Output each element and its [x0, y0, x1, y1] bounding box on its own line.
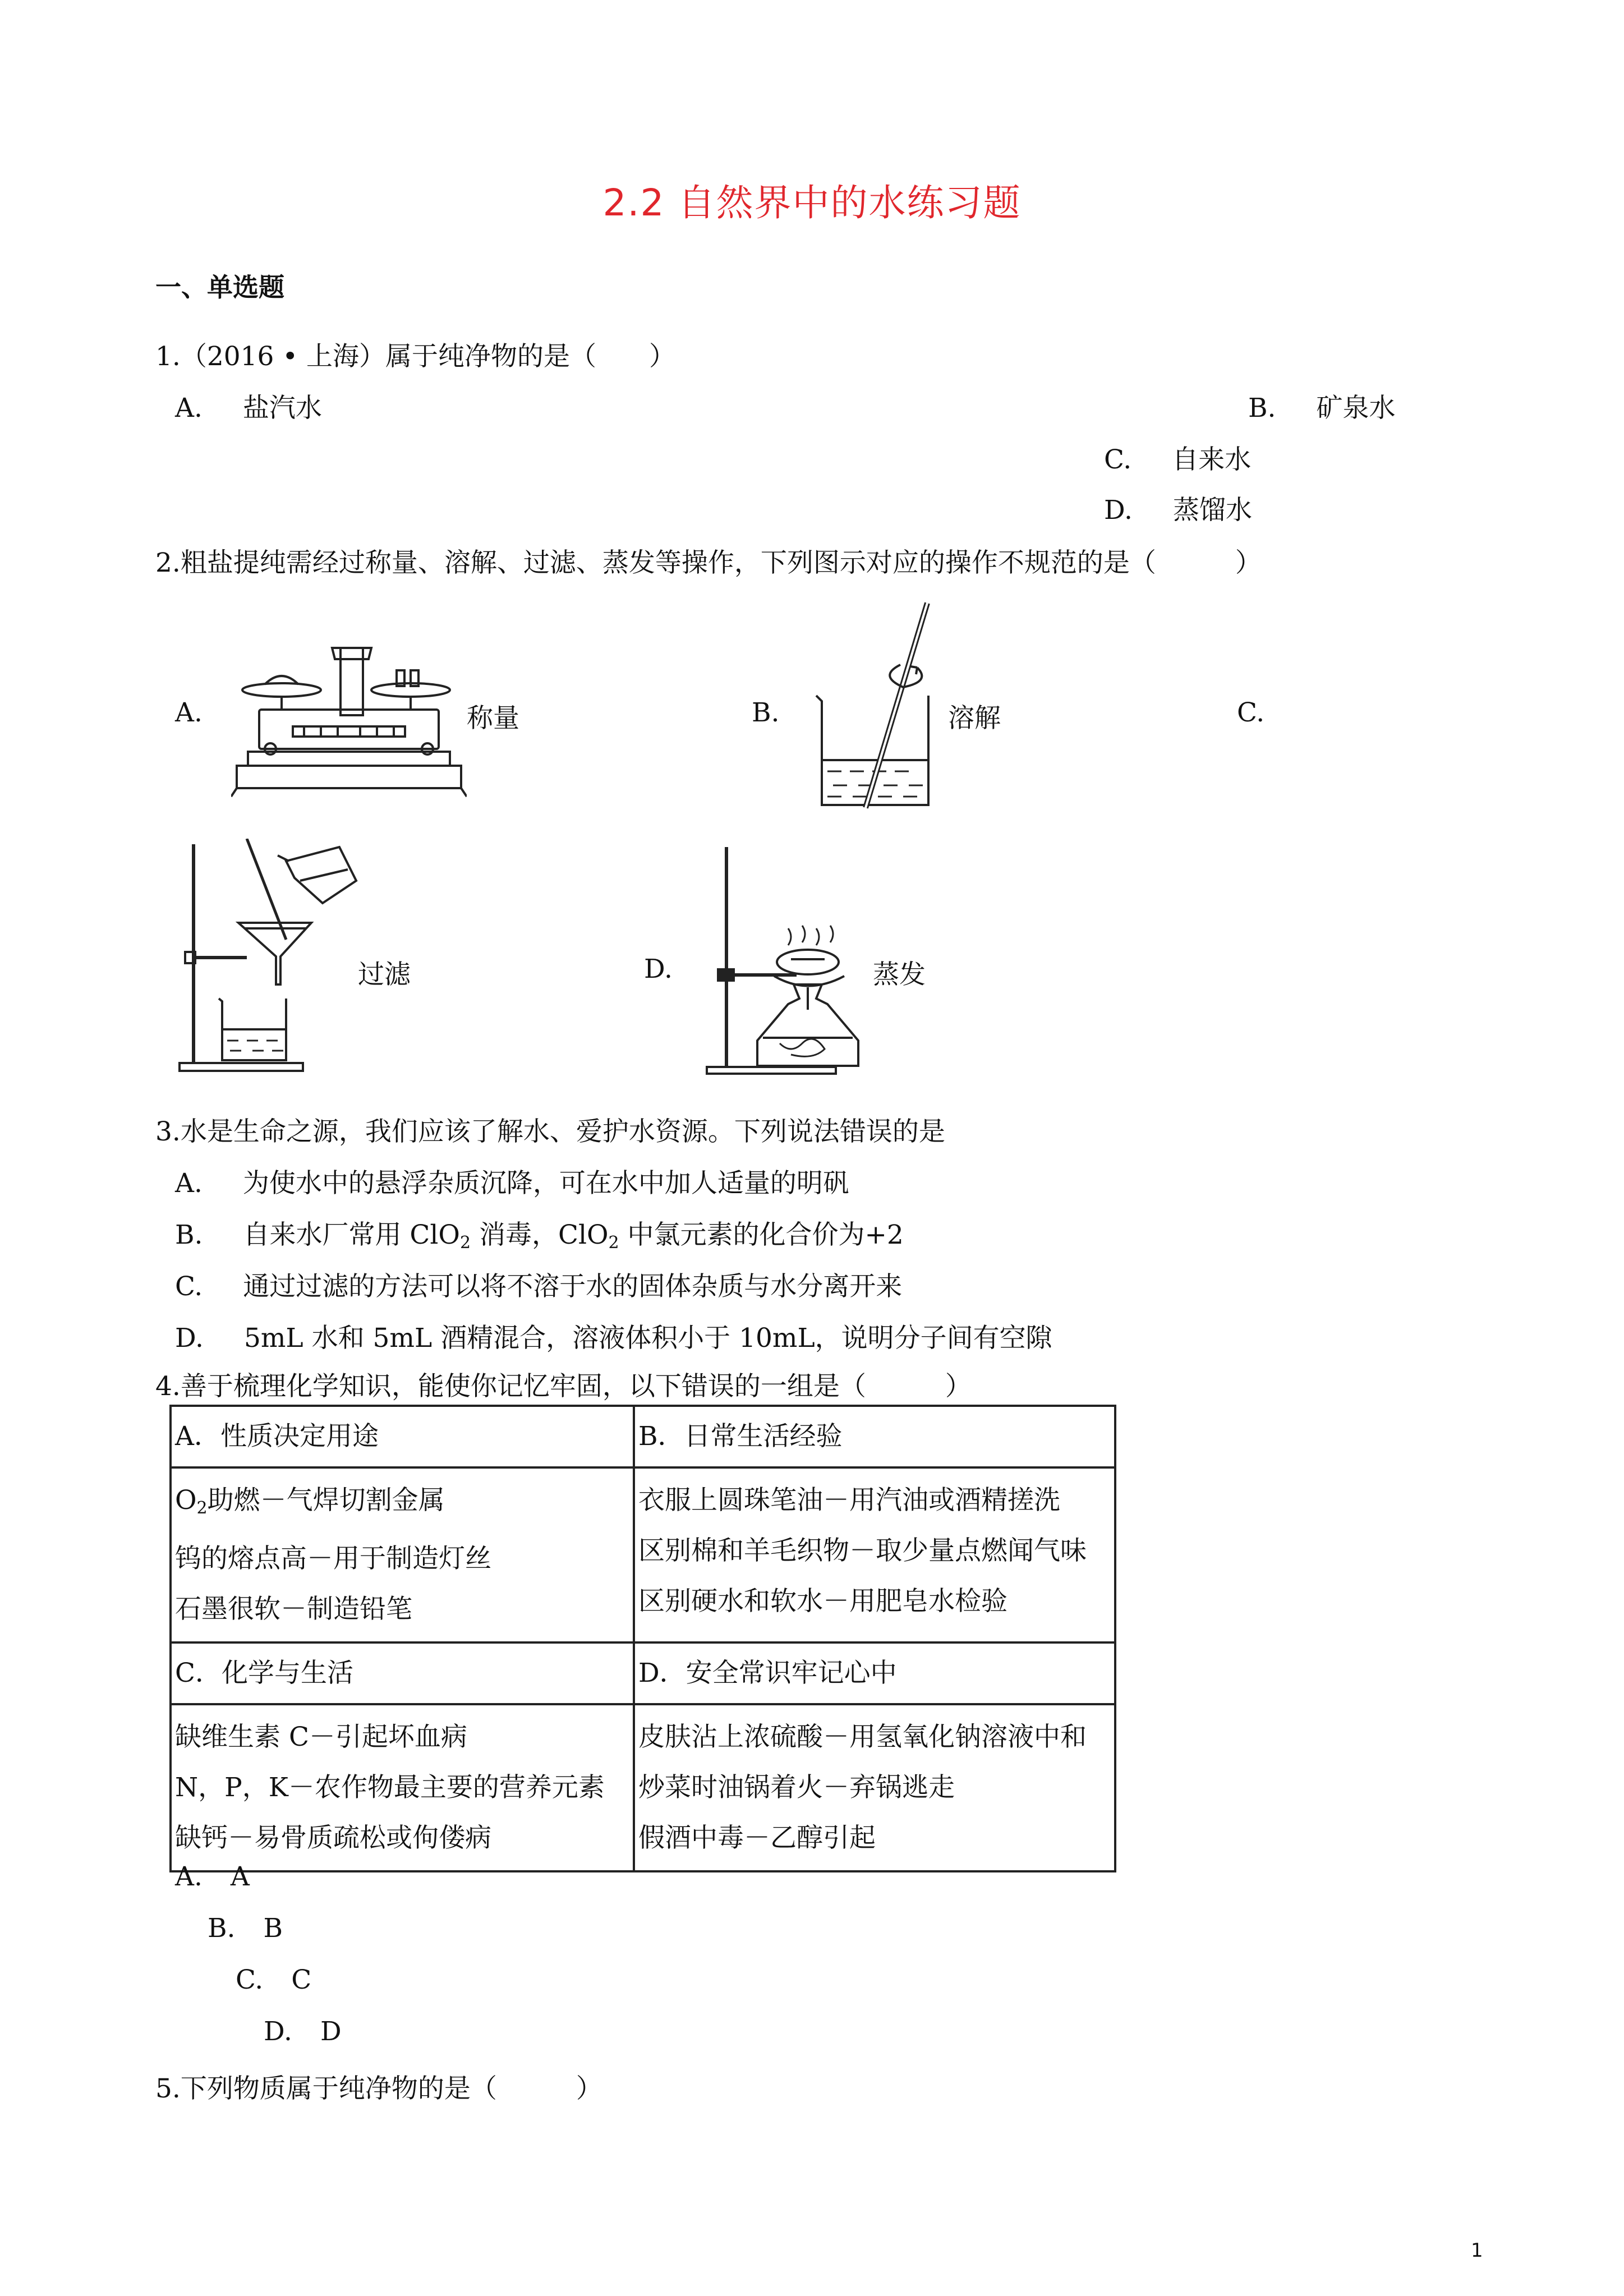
page-title: 2.2 自然界中的水练习题 — [602, 181, 1022, 224]
q1-option-b[interactable] — [1248, 387, 1395, 425]
option-text: 5mL 水和 5mL 酒精混合，溶液体积小于 10mL，说明分子间有空隙 — [243, 1323, 1052, 1354]
option-text-part: 消毒，ClO — [471, 1220, 609, 1250]
option-letter: B. — [208, 1913, 236, 1944]
table-line: 皮肤沾上浓硫酸－用氢氧化钠溶液中和 — [638, 1722, 1087, 1752]
page-number: 1 — [1471, 2239, 1483, 2262]
q4-option-d[interactable] — [264, 2016, 342, 2047]
table-line: 石墨很软－制造铅笔 — [175, 1594, 412, 1625]
table-cell-c-head: C．化学与生活 — [171, 1642, 634, 1704]
table-line: 衣服上圆珠笔油－用汽油或酒精搓洗 — [638, 1485, 1060, 1516]
q3-option-d[interactable] — [175, 1317, 1052, 1355]
option-letter: B. — [752, 697, 780, 728]
balance-figure — [231, 637, 467, 799]
table-line: 炒菜时油锅着火－弃锅逃走 — [638, 1772, 955, 1803]
q4-option-c[interactable] — [236, 1964, 311, 1995]
table-line — [175, 1475, 629, 1534]
table-line: 缺钙－易骨质疏松或佝偻病 — [175, 1823, 491, 1853]
question-4-stem: 4.善于梳理化学知识，能使你记忆牢固，以下错误的一组是（ ） — [155, 1371, 972, 1402]
q2-option-d-label: 蒸发 — [873, 959, 926, 990]
q4-option-a[interactable] — [175, 1861, 250, 1892]
option-text: D — [320, 2016, 342, 2047]
q2-option-d[interactable] — [644, 954, 673, 984]
option-letter: D. — [175, 1323, 204, 1354]
evaporation-figure — [696, 841, 881, 1077]
subscript: 2 — [608, 1233, 619, 1253]
subscript: 2 — [196, 1498, 208, 1518]
table-cell-d-body — [634, 1704, 1115, 1871]
formula-o: O — [175, 1485, 197, 1516]
table-cell-d-head: D．安全常识牢记心中 — [634, 1642, 1115, 1704]
table-line: 缺维生素 C－引起坏血病 — [175, 1722, 467, 1752]
table-cell-a-body — [171, 1467, 634, 1642]
option-text: 为使水中的悬浮杂质沉降，可在水中加人适量的明矾 — [242, 1168, 849, 1199]
question-1-stem: 1.（2016 • 上海）属于纯净物的是（ ） — [155, 341, 676, 372]
option-letter: D. — [644, 954, 673, 984]
table-line: 区别硬水和软水－用肥皂水检验 — [638, 1586, 1007, 1617]
option-text: 盐汽水 — [242, 393, 322, 424]
table-cell-b-head: B．日常生活经验 — [634, 1406, 1115, 1467]
option-text: 自来水 — [1172, 444, 1252, 475]
option-letter: D. — [264, 2016, 292, 2047]
option-text-part: 自来水厂常用 ClO — [243, 1220, 460, 1250]
option-text: 矿泉水 — [1316, 393, 1396, 424]
option-letter: A. — [175, 697, 203, 728]
q2-option-c[interactable] — [1237, 697, 1264, 728]
dissolve-beaker-figure — [805, 597, 945, 816]
q3-option-a[interactable] — [175, 1162, 849, 1200]
option-letter: C. — [236, 1964, 264, 1995]
question-2-stem: 2.粗盐提纯需经过称量、溶解、过滤、蒸发等操作，下列图示对应的操作不规范的是（ ） — [155, 547, 1262, 578]
option-text: 蒸馏水 — [1172, 495, 1252, 526]
option-letter: C. — [1104, 444, 1132, 475]
q3-option-b[interactable] — [175, 1214, 904, 1253]
table-line: 区别棉和羊毛织物－取少量点燃闻气味 — [638, 1535, 1087, 1566]
subscript: 2 — [459, 1233, 471, 1253]
q2-option-b-label: 溶解 — [948, 703, 1001, 734]
q1-option-d[interactable] — [1104, 489, 1252, 527]
table-cell-c-body — [171, 1704, 634, 1871]
table-line: 钨的熔点高－用于制造灯丝 — [175, 1543, 491, 1574]
section-heading: 一、单选题 — [155, 272, 284, 302]
table-line: N，P，K－农作物最主要的营养元素 — [175, 1772, 605, 1803]
option-text-part: 中氯元素的化合价为+2 — [619, 1220, 904, 1250]
table-cell-a-head: A．性质决定用途 — [171, 1406, 634, 1467]
filtration-figure — [168, 839, 370, 1074]
option-letter: C. — [1237, 697, 1265, 728]
option-text: C — [291, 1964, 312, 1995]
option-letter: A. — [175, 393, 203, 424]
q4-option-b[interactable] — [208, 1913, 283, 1944]
option-letter: B. — [175, 1220, 203, 1250]
option-letter: A. — [175, 1861, 203, 1892]
option-text: 通过过滤的方法可以将不溶于水的固体杂质与水分离开来 — [243, 1271, 903, 1302]
option-letter: A. — [175, 1168, 203, 1199]
q2-option-c-label: 过滤 — [358, 959, 411, 990]
knowledge-table — [169, 1405, 1116, 1872]
question-3-stem: 3.水是生命之源，我们应该了解水、爱护水资源。下列说法错误的是 — [155, 1116, 945, 1147]
q1-option-c[interactable] — [1104, 439, 1251, 476]
option-letter: D. — [1104, 495, 1133, 526]
q2-option-b[interactable] — [752, 697, 779, 728]
table-cell-b-body — [634, 1467, 1115, 1642]
option-text: B — [263, 1913, 283, 1944]
q2-option-a[interactable] — [175, 697, 203, 728]
question-5-stem: 5.下列物质属于纯净物的是（ ） — [155, 2073, 602, 2104]
q1-option-a[interactable] — [175, 387, 322, 425]
line-text: 助燃－气焊切割金属 — [207, 1485, 445, 1516]
option-text: A — [230, 1861, 250, 1892]
q3-option-c[interactable] — [175, 1266, 902, 1303]
option-letter: C. — [175, 1271, 203, 1302]
table-line: 假酒中毒－乙醇引起 — [638, 1823, 876, 1853]
option-letter: B. — [1248, 393, 1276, 424]
q2-option-a-label: 称量 — [467, 703, 519, 734]
